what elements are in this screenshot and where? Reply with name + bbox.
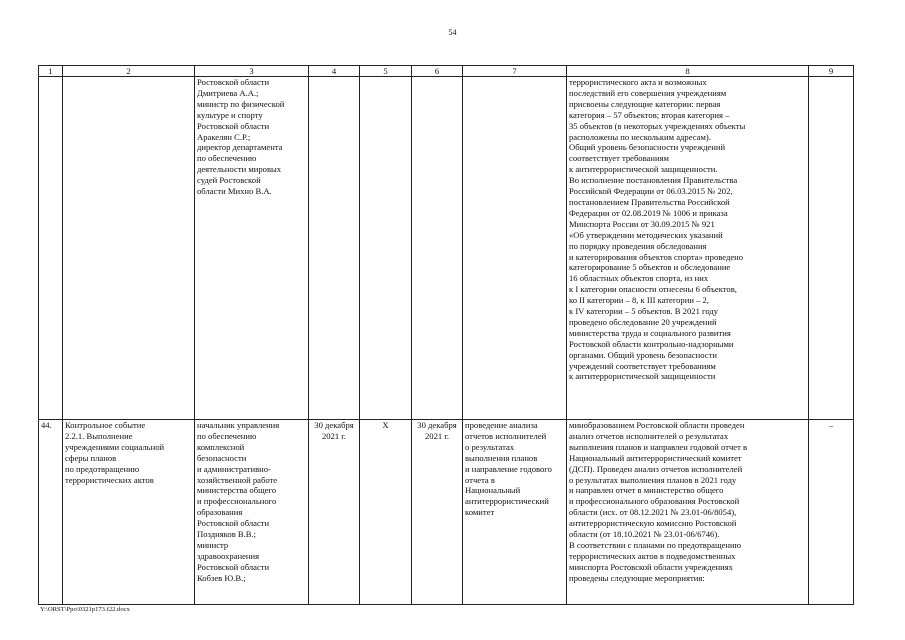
text-line: учреждений соответствует требованиям xyxy=(569,360,716,371)
text-line: судей Ростовской xyxy=(197,175,261,186)
text-line: расположены по нескольким адресам). xyxy=(569,131,711,142)
text-line: и направлен отчет в министерство общего xyxy=(569,485,724,496)
header-cell: 6 xyxy=(412,66,463,77)
text-line: министр по физической xyxy=(197,98,285,109)
header-cell: 1 xyxy=(39,66,63,77)
file-path-footer: Y:\ORST\Ppo\0321p173.f22.docx xyxy=(40,606,130,613)
cell-execution-info xyxy=(567,77,809,420)
text-line: министерства общего xyxy=(197,485,277,496)
text-line: учреждениями социальной xyxy=(65,441,165,452)
text-line: Национальный xyxy=(465,485,521,496)
header-cell: 9 xyxy=(809,66,854,77)
text-line: проведены следующие мероприятия: xyxy=(569,572,705,583)
text-line: террористических актов xyxy=(65,474,154,485)
text-line: по обеспечению xyxy=(197,430,257,441)
text-line: по порядку проведения обследования xyxy=(569,240,707,251)
text-line: и направление годового xyxy=(465,463,552,474)
text-line: антитеррористический xyxy=(465,496,549,507)
text-line: здравоохранения xyxy=(197,550,260,561)
text-line: органами. Общий уровень безопасности xyxy=(569,349,717,360)
cell-event xyxy=(63,420,195,605)
text-line: комитет xyxy=(465,507,495,518)
text-line: области (от 18.10.2021 № 23.01-06/6746). xyxy=(569,529,720,540)
cell-plan-date xyxy=(309,420,360,605)
text-line: Ростовской области xyxy=(197,518,270,529)
cell-responsible xyxy=(195,420,309,605)
header-cell: 8 xyxy=(567,66,809,77)
text-line: области (исх. от 08.12.2021 № 23.01-06/8054), xyxy=(569,507,737,518)
cell-date xyxy=(360,77,412,420)
text-line: присвоены следующие категории: первая xyxy=(569,98,721,109)
text-line: по обеспечению xyxy=(197,153,257,164)
text-line: Национальный антитеррористический комитет xyxy=(569,452,742,463)
text-line: Кобзев Ю.В.; xyxy=(197,572,246,583)
cell-number xyxy=(39,77,63,420)
text-line: соответствует требованиям xyxy=(569,153,669,164)
text-line: и профессионального xyxy=(197,496,277,507)
text-line: отчетов исполнителей xyxy=(465,430,547,441)
text-line: по предотвращению xyxy=(65,463,140,474)
text-line: министр xyxy=(197,539,229,550)
text-line: начальник управления xyxy=(197,420,280,430)
text-line: Ростовской области xyxy=(197,77,270,87)
text-line: отчета в xyxy=(465,474,495,485)
text-line: деятельности мировых xyxy=(197,164,282,175)
cell-responsible xyxy=(195,77,309,420)
text-line: Контрольное событие xyxy=(65,420,146,430)
text-line: проведено обследование 20 учреждений xyxy=(569,316,717,327)
text-line: комплексной xyxy=(197,441,245,452)
text-line: 16 областных объектов спорта, из них xyxy=(569,273,709,284)
cell-execution-info xyxy=(567,420,809,605)
text-line: террористических актов в подведомственных xyxy=(569,550,736,561)
text-line: сферы планов xyxy=(65,452,117,463)
text-line: минобразованием Ростовской области проведен xyxy=(569,420,745,430)
text-line: Во исполнение постановления Правительства xyxy=(569,175,738,186)
text-line: безопасности xyxy=(197,452,247,463)
cell-plan-date xyxy=(309,77,360,420)
table-row xyxy=(39,420,854,605)
text-line: Ростовской области xyxy=(197,561,270,572)
text-line: последствий его совершения учреждениям xyxy=(569,87,727,98)
text-line: В соответствии с планами по предотвращению xyxy=(569,539,742,550)
text-line: постановлением Правительства Российской xyxy=(569,196,730,207)
text-line: о результатах выполнения планов в 2021 году xyxy=(569,474,737,485)
text-line: Аракелян С.Р.; xyxy=(197,131,251,142)
text-line: категорирование 5 объектов и обследование xyxy=(569,262,731,273)
text-line: 30 декабря xyxy=(314,420,354,430)
text-line: Ростовской области контрольно-надзорными xyxy=(569,338,734,349)
text-line: образования xyxy=(197,507,243,518)
text-line: анализ отчетов исполнителей о результатах xyxy=(569,430,729,441)
text-line: Общий уровень безопасности учреждений xyxy=(569,142,726,153)
header-row xyxy=(39,66,854,77)
text-line: выполнения планов и направлен годовой отчет в xyxy=(569,441,748,452)
cell-actual-date xyxy=(412,77,463,420)
text-line: Ростовской области xyxy=(197,120,270,131)
table-row xyxy=(39,77,854,420)
text-line: 30 декабря xyxy=(417,420,457,430)
text-line: и категорирования объектов спорта» проведено xyxy=(569,251,744,262)
text-line: Поздняков В.В.; xyxy=(197,529,257,540)
header-cell: 4 xyxy=(309,66,360,77)
text-line: 35 объектов (в некоторых учреждениях объекты xyxy=(569,120,746,131)
text-line: культуре и спорту xyxy=(197,109,263,120)
text-line: террористического акта и возможных xyxy=(569,77,707,87)
text-line: области Михно В.А. xyxy=(197,186,272,197)
text-line: Российской Федерации от 06.03.2015 № 202, xyxy=(569,186,733,197)
text-line: директор департамента xyxy=(197,142,283,153)
text-line: о результатах xyxy=(465,441,515,452)
text-line: (ДСП). Проведен анализ отчетов исполнителей xyxy=(569,463,743,474)
text-line: к I категории опасности отнесены 6 объектов, xyxy=(569,284,737,295)
cell-note xyxy=(809,77,854,420)
text-line: минспорта Ростовской области учреждениях xyxy=(569,561,733,572)
header-cell: 2 xyxy=(63,66,195,77)
text-line: категория – 57 объектов; вторая категория – xyxy=(569,109,730,120)
text-line: выполнения планов xyxy=(465,452,538,463)
text-line: Дмитриева А.А.; xyxy=(197,87,259,98)
cell-number: 44. xyxy=(39,420,63,605)
text-line: 2.2.1. Выполнение xyxy=(65,430,133,441)
report-table xyxy=(38,65,854,605)
text-line: Минспорта России от 30.09.2015 № 921 xyxy=(569,218,715,229)
text-line: Федерации от 02.08.2019 № 1006 и приказа xyxy=(569,207,728,218)
header-cell: 3 xyxy=(195,66,309,77)
page-number: 54 xyxy=(448,28,457,37)
text-line: 2021 г. xyxy=(321,430,347,441)
cell-date: Х xyxy=(360,420,412,605)
cell-note: – xyxy=(809,420,854,605)
cell-actual-date xyxy=(412,420,463,605)
text-line: к антитеррористической защищенности xyxy=(569,371,716,382)
cell-result xyxy=(463,77,567,420)
text-line: и административно- xyxy=(197,463,271,474)
text-line: 2021 г. xyxy=(424,430,450,441)
text-line: «Об утверждении методических указаний xyxy=(569,229,723,240)
text-line: проведение анализа xyxy=(465,420,538,430)
text-line: к IV категории – 5 объектов. В 2021 году xyxy=(569,306,719,317)
cell-result xyxy=(463,420,567,605)
text-line: к антитеррористической защищенности. xyxy=(569,164,718,175)
cell-event xyxy=(63,77,195,420)
header-cell: 7 xyxy=(463,66,567,77)
text-line: министерства труда и социального развития xyxy=(569,327,731,338)
text-line: антитеррористическую комиссию Ростовской xyxy=(569,518,737,529)
header-cell: 5 xyxy=(360,66,412,77)
text-line: и профессионального образования Ростовской xyxy=(569,496,740,507)
text-line: ко II категории – 8, к III категории – 2, xyxy=(569,295,709,306)
text-line: хозяйственной работе xyxy=(197,474,278,485)
